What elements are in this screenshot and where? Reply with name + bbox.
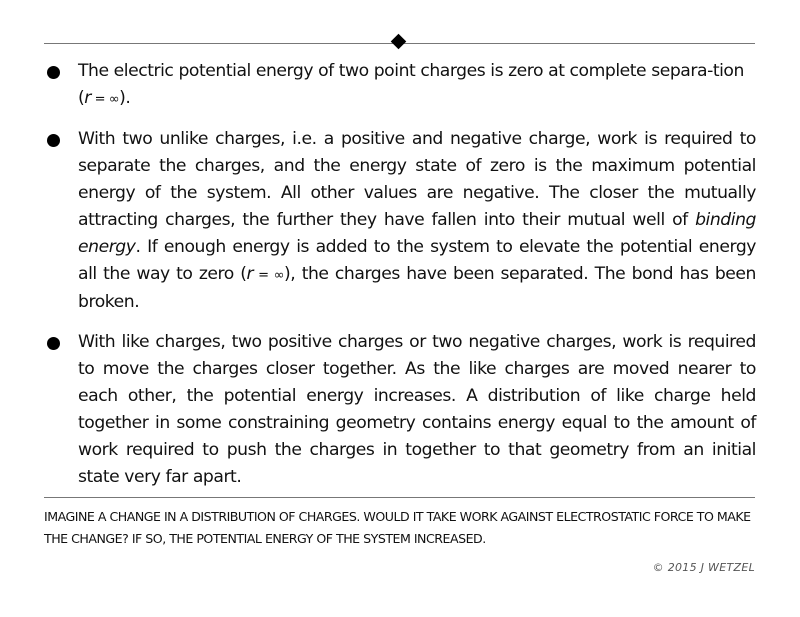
bottom-divider-rule <box>44 497 755 498</box>
bullet-item-like-charges <box>44 329 756 491</box>
bullet-text: With two unlike charges, i.e. a positive and negative charge, work is required to separate the charges, and the energy state of zero is the maximum potential energy of the system. All other values are negative. The closer the mutually attracting charges, the further they have fallen into their mutual well of binding energy. If enough energy is added to the system to elevate the potential energy all the way to zero (r = ∞), the charges have been separated. The bond has been broken. <box>78 129 756 312</box>
summary-note: IMAGINE A CHANGE IN A DISTRIBUTION OF CHARGES. WOULD IT TAKE WORK AGAINST ELECTROSTATIC FORCE TO MAKE THE CHANGE? IF SO, THE POTENTIAL ENERGY OF THE SYSTEM INCREASED. <box>44 509 751 546</box>
bullet-text: The electric potential energy of two point charges is zero at complete separa-tion (r = ∞). <box>78 61 744 108</box>
diamond-ornament-icon <box>391 34 407 50</box>
bullet-dot-icon <box>47 134 60 147</box>
bullet-dot-icon <box>47 337 60 350</box>
bullet-item-zero-at-separation <box>44 58 756 113</box>
bullet-item-unlike-charges <box>44 126 756 316</box>
bullet-list <box>44 58 756 504</box>
copyright-notice: © 2015 J WETZEL <box>652 561 755 574</box>
bullet-dot-icon <box>47 66 60 79</box>
bullet-text: With like charges, two positive charges or two negative charges, work is required to move the charges closer together. As the like charges are moved nearer to each other, the potential energy increases. A distribution of like charge held together in some constraining geometry contains energy equal to the amount of work required to push the charges in together to that geometry from an initial state very far apart. <box>78 332 756 487</box>
